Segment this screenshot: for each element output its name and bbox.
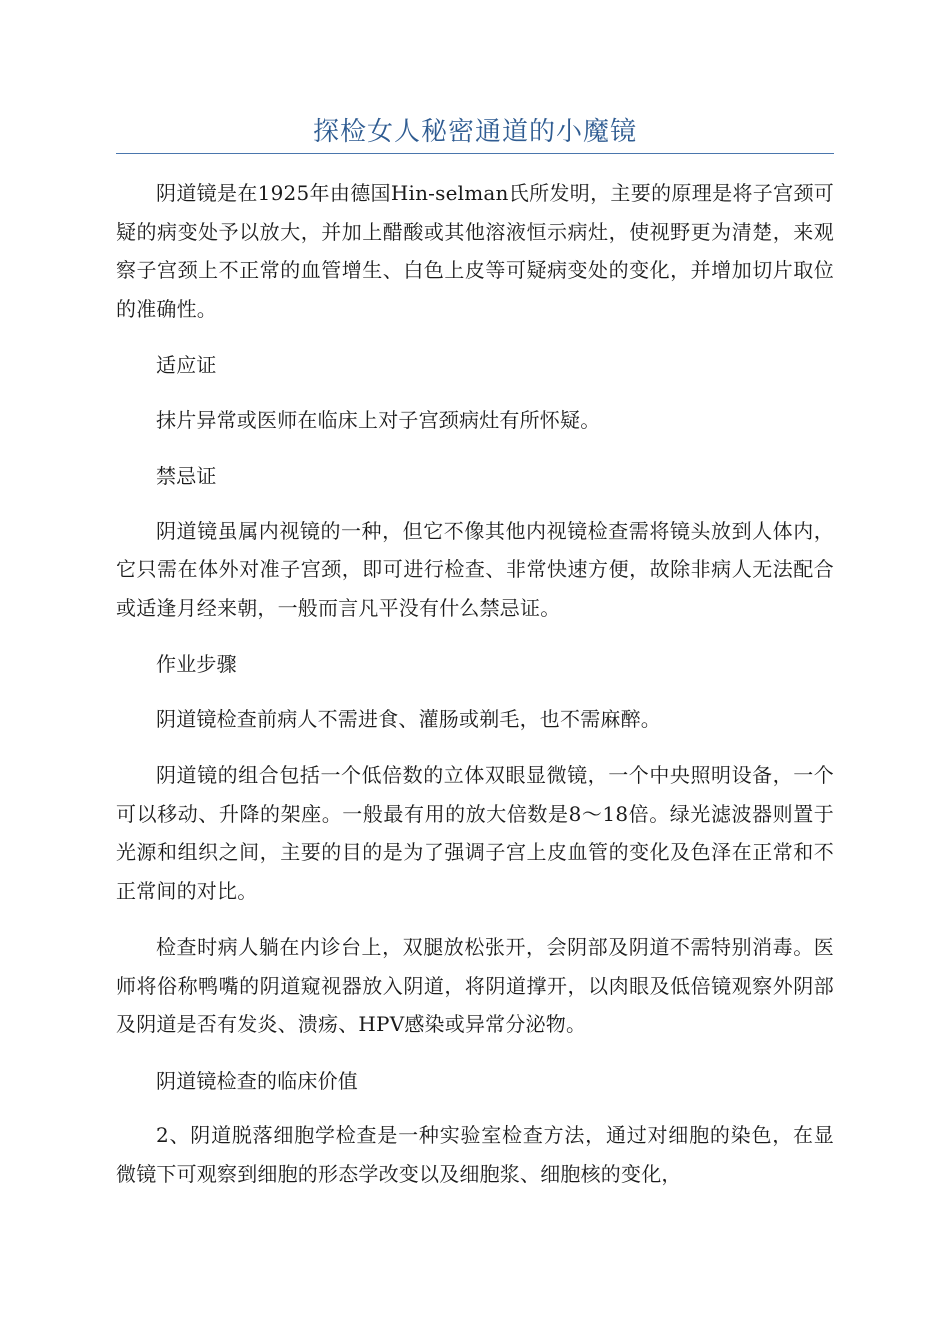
section-heading-contraindications: 禁忌证 — [156, 464, 217, 488]
paragraph-indications: 抹片异常或医师在临床上对子宫颈病灶有所怀疑。 — [156, 407, 601, 432]
section-heading-indications: 适应证 — [156, 353, 217, 377]
paragraph-procedure-prep: 阴道镜检查前病人不需进食、灌肠或剃毛，也不需麻醉。 — [156, 706, 661, 731]
paragraph-intro: 阴道镜是在1925年由德国Hin-selman氏所发明，主要的原理是将子宫颈可疑的病变处予以放大，并加上醋酸或其他溶液恒示病灶，使视野更为清楚，来观察子宫颈上不正常的血管增生、白色上皮等可疑病变处的变化，并增加切片取位的准确性。 — [116, 181, 834, 321]
section-heading-procedure: 作业步骤 — [156, 652, 237, 676]
paragraph-equipment: 阴道镜的组合包括一个低倍数的立体双眼显微镜，一个中央照明设备，一个可以移动、升降的架座。一般最有用的放大倍数是8～18倍。绿光滤波器则置于光源和组织之间，主要的目的是为了强调子宫上皮血管的变化及色泽在正常和不正常间的对比。 — [116, 763, 834, 903]
section-heading-clinical-value: 阴道镜检查的临床价值 — [156, 1068, 358, 1093]
paragraph-contraindications: 阴道镜虽属内视镜的一种，但它不像其他内视镜检查需将镜头放到人体内，它只需在体外对准子宫颈，即可进行检查、非常快速方便，故除非病人无法配合或适逢月经来朝，一般而言凡平没有什么禁忌证。 — [116, 518, 834, 620]
title-underline — [116, 153, 834, 154]
paragraph-examination: 检查时病人躺在内诊台上，双腿放松张开，会阴部及阴道不需特别消毒。医师将俗称鸭嘴的阴道窥视器放入阴道，将阴道撑开，以肉眼及低倍镜观察外阴部及阴道是否有发炎、溃疡、HPV感染或异常分泌物。 — [116, 935, 834, 1036]
document-body — [116, 174, 834, 1211]
document-title: 探检女人秘密通道的小魔镜 — [312, 117, 637, 147]
paragraph-cytology: 2、阴道脱落细胞学检查是一种实验室检查方法，通过对细胞的染色，在显微镜下可观察到细胞的形态学改变以及细胞浆、细胞核的变化， — [116, 1123, 834, 1186]
